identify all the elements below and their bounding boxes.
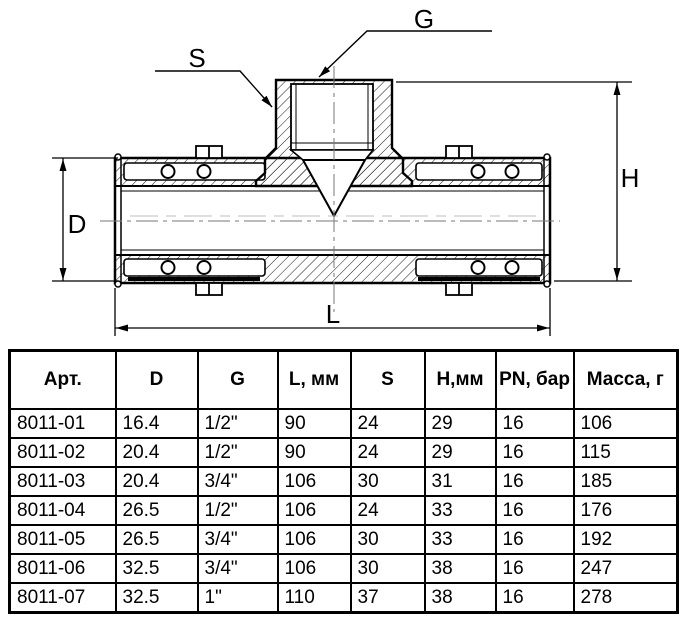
table-cell: 24 xyxy=(351,438,425,467)
table-row xyxy=(10,554,678,583)
table-cell: 185 xyxy=(574,467,678,496)
table-row xyxy=(10,496,678,525)
table-row xyxy=(10,583,678,613)
table-row xyxy=(10,467,678,496)
oring-channel-top-right xyxy=(416,163,542,180)
table-cell: 3/4" xyxy=(198,467,278,496)
leader-g xyxy=(319,31,492,77)
header-art: Арт. xyxy=(10,351,116,410)
table-cell: 8011-06 xyxy=(10,554,116,583)
table-cell: 8011-01 xyxy=(10,409,116,438)
dim-label-d: D xyxy=(67,209,87,239)
branch-thread-bore xyxy=(291,84,373,150)
oring-channel-bottom-left xyxy=(124,259,265,281)
dim-label-l: L xyxy=(325,299,341,329)
table-cell: 8011-05 xyxy=(10,525,116,554)
table-cell: 24 xyxy=(351,409,425,438)
table-cell: 1/2" xyxy=(198,438,278,467)
header-h: Н,мм xyxy=(425,351,496,410)
table-cell: 90 xyxy=(278,438,351,467)
table-cell: 29 xyxy=(425,438,496,467)
table-cell: 8011-04 xyxy=(10,496,116,525)
table-cell: 192 xyxy=(574,525,678,554)
table-cell: 3/4" xyxy=(198,525,278,554)
table-cell: 106 xyxy=(278,525,351,554)
header-g: G xyxy=(198,351,278,410)
table-cell: 16 xyxy=(496,554,574,583)
table-cell: 176 xyxy=(574,496,678,525)
table-cell: 38 xyxy=(425,583,496,613)
table-cell: 247 xyxy=(574,554,678,583)
header-pn: PN, бар xyxy=(496,351,574,410)
table-cell: 26.5 xyxy=(116,496,198,525)
table-cell: 16 xyxy=(496,583,574,613)
table-row xyxy=(10,525,678,554)
table-cell: 110 xyxy=(278,583,351,613)
table-cell: 33 xyxy=(425,525,496,554)
table-cell: 31 xyxy=(425,467,496,496)
table-cell: 29 xyxy=(425,409,496,438)
header-s: S xyxy=(351,351,425,410)
table-cell: 16 xyxy=(496,438,574,467)
table-cell: 16 xyxy=(496,409,574,438)
table-cell: 32.5 xyxy=(116,583,198,613)
header-l: L, мм xyxy=(278,351,351,410)
table-cell: 24 xyxy=(351,496,425,525)
table-cell: 1/2" xyxy=(198,496,278,525)
table-cell: 33 xyxy=(425,496,496,525)
table-cell: 1/2" xyxy=(198,409,278,438)
dim-label-h: H xyxy=(620,163,640,193)
table-cell: 115 xyxy=(574,438,678,467)
table-cell: 26.5 xyxy=(116,525,198,554)
table-cell: 1" xyxy=(198,583,278,613)
dim-label-s: S xyxy=(188,43,206,73)
table-cell: 8011-07 xyxy=(10,583,116,613)
table-cell: 38 xyxy=(425,554,496,583)
table-cell: 16 xyxy=(496,496,574,525)
table-row xyxy=(10,409,678,438)
table-cell: 30 xyxy=(351,467,425,496)
table-cell: 106 xyxy=(574,409,678,438)
table-cell: 106 xyxy=(278,496,351,525)
table-cell: 16 xyxy=(496,467,574,496)
spec-table xyxy=(8,349,679,614)
header-d: D xyxy=(116,351,198,410)
table-cell: 32.5 xyxy=(116,554,198,583)
table-cell: 8011-02 xyxy=(10,438,116,467)
table-cell: 8011-03 xyxy=(10,467,116,496)
table-header-row xyxy=(10,351,678,410)
table-cell: 30 xyxy=(351,525,425,554)
table-cell: 37 xyxy=(351,583,425,613)
table-cell: 30 xyxy=(351,554,425,583)
table-cell: 20.4 xyxy=(116,438,198,467)
table-row xyxy=(10,438,678,467)
table-cell: 90 xyxy=(278,409,351,438)
leader-s xyxy=(155,71,272,107)
header-mass: Масса, г xyxy=(574,351,678,410)
table-cell: 16.4 xyxy=(116,409,198,438)
table-cell: 16 xyxy=(496,525,574,554)
oring-channel-bottom-right xyxy=(416,259,542,281)
table-cell: 278 xyxy=(574,583,678,613)
table-cell: 106 xyxy=(278,554,351,583)
table-cell: 20.4 xyxy=(116,467,198,496)
oring-channel-top-left xyxy=(124,163,265,180)
table-cell: 106 xyxy=(278,467,351,496)
dim-label-g: G xyxy=(413,4,435,34)
table-cell: 3/4" xyxy=(198,554,278,583)
